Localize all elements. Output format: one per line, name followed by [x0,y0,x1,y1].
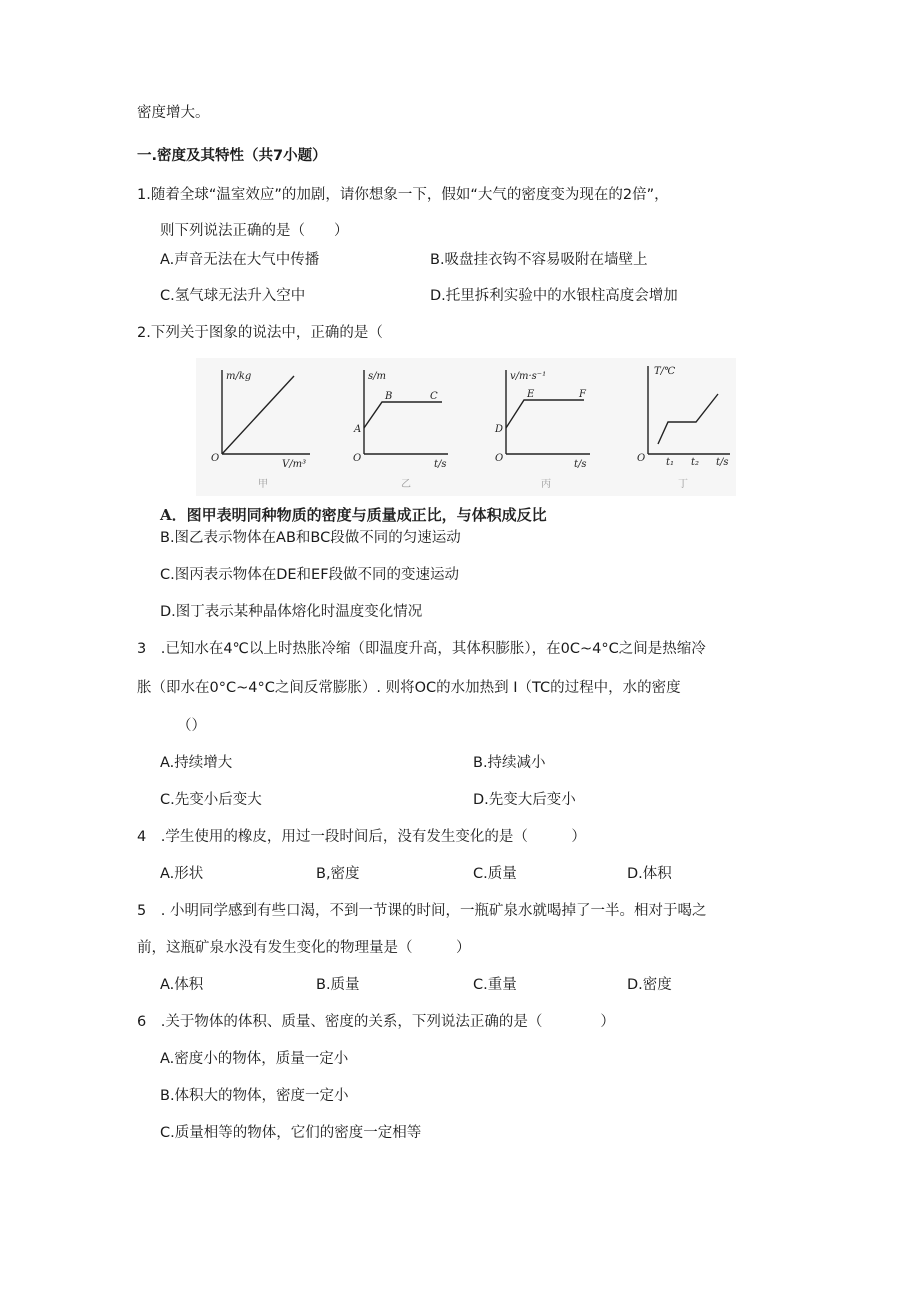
graph-ding-ylabel: T/℃ [654,366,676,377]
q4-stem: 4 .学生使用的橡皮，用过一段时间后，没有发生变化的是（ ） [137,829,586,845]
graphs-background [196,358,736,496]
q6-stem: 6 .关于物体的体积、质量、密度的关系，下列说法正确的是（ ） [137,1014,615,1030]
q2-option-b: B.图乙表示物体在AB和BC段做不同的匀速运动 [160,530,461,546]
graph-yi-xlabel: t/s [434,459,447,470]
graph-yi-ylabel: s/m [368,371,386,382]
top-line: 密度增大。 [137,105,210,121]
graph-yi-point-a: A [354,424,362,435]
graph-bing-origin: O [495,453,504,464]
q5-stem-line-2: 前，这瓶矿泉水没有发生变化的物理量是（ ） [137,940,471,956]
q3-stem-line-3: （） [177,718,206,734]
graph-jia-ylabel: m/kg [226,371,252,382]
q1-option-a: A.声音无法在大气中传播 [160,252,320,268]
q6-option-c: C.质量相等的物体，它们的密度一定相等 [160,1125,422,1141]
q1-option-d: D.托里拆利实验中的水银柱高度会增加 [430,288,678,304]
q1-option-c: C.氢气球无法升入空中 [160,288,306,304]
q4-option-c: C.质量 [473,866,517,882]
graph-bing-caption: 丙 [541,479,551,490]
graph-bing-ylabel: v/m·s⁻¹ [510,371,547,382]
graph-ding-tick-t2: t₂ [691,457,700,468]
q6-option-b: B.体积大的物体，密度一定小 [160,1088,349,1104]
graph-bing-point-e: E [527,389,535,400]
q2-option-c: C.图丙表示物体在DE和EF段做不同的变速运动 [160,567,460,583]
graph-yi-caption: 乙 [401,479,411,490]
q3-stem-line-1: 3 .已知水在4℃以上时热胀冷缩（即温度升高，其体积膨胀），在0C~4°C之间是热缩冷 [137,641,706,657]
graph-ding-origin: O [637,453,646,464]
q2-graphs [196,358,736,496]
q4-option-d: D.体积 [627,866,672,882]
q3-option-b: B.持续减小 [473,755,546,771]
q1-stem-line-2: 则下列说法正确的是（ ） [160,223,349,239]
graph-bing-point-d: D [495,424,504,435]
q2-option-a: A．图甲表明同种物质的密度与质量成正比，与体积成反比 [160,506,547,524]
q6-option-a: A.密度小的物体，质量一定小 [160,1051,349,1067]
q3-option-a: A.持续增大 [160,755,233,771]
section-title: 一.密度及其特性（共7小题） [137,148,327,164]
graph-jia-origin: O [211,453,220,464]
q1-option-b: B.吸盘挂衣钩不容易吸附在墙壁上 [430,252,648,268]
q5-option-a: A.体积 [160,977,204,993]
q4-option-b: B,密度 [316,866,360,882]
q3-stem-line-2: 胀（即水在0°C~4°C之间反常膨胀）. 则将OC的水加热到 I（TC的过程中，水的密度 [137,680,681,696]
graph-yi-origin: O [353,453,362,464]
graph-ding-xlabel: t/s [716,457,729,468]
graph-bing-xlabel: t/s [574,459,587,470]
q5-stem-line-1: 5 . 小明同学感到有些口渴，不到一节课的时间，一瓶矿泉水就喝掉了一半。相对于喝之 [137,903,707,919]
q1-stem-line-1: 1.随着全球“温室效应”的加剧，请你想象一下，假如“大气的密度变为现在的2倍”， [137,187,669,203]
q2-stem: 2.下列关于图象的说法中，正确的是（ [137,325,383,341]
graph-jia-xlabel: V/m³ [282,459,307,470]
graph-bing-point-f: F [579,389,586,400]
q3-option-d: D.先变大后变小 [473,792,576,808]
graph-ding-caption: 丁 [678,479,688,490]
graph-yi-point-c: C [430,391,438,402]
q2-graphs-svg [196,358,736,496]
q5-option-b: B.质量 [316,977,360,993]
q2-option-d: D.图丁表示某种晶体熔化时温度变化情况 [160,604,423,620]
graph-yi-point-b: B [385,391,393,402]
graph-ding-tick-t1: t₁ [666,457,675,468]
q5-option-d: D.密度 [627,977,672,993]
q3-option-c: C.先变小后变大 [160,792,262,808]
q4-option-a: A.形状 [160,866,204,882]
q5-option-c: C.重量 [473,977,517,993]
graph-jia-caption: 甲 [258,479,268,490]
